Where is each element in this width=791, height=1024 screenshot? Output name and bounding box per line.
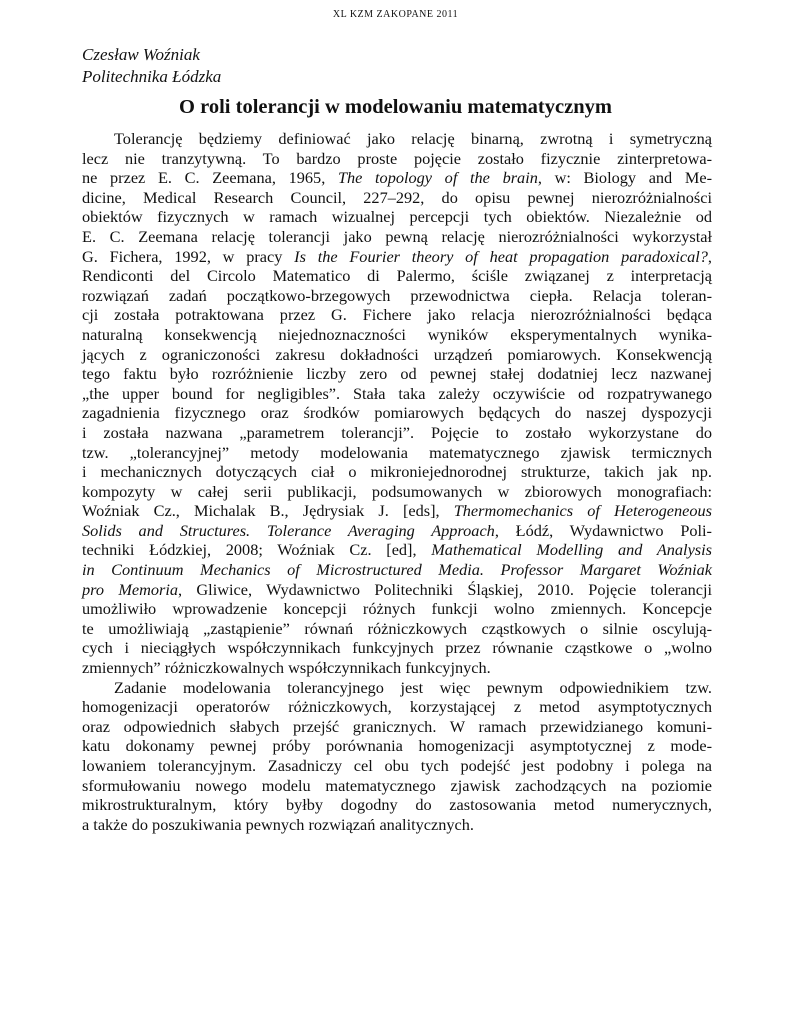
text-line: in Continuum Mechanics of Microstructured Media. Professor Margaret Woźniak <box>82 560 712 580</box>
text-line: te umożliwiają „zastąpienie” równań różniczkowych cząstkowych o silnie oscylują- <box>82 618 712 638</box>
text-line: Zadanie modelowania tolerancyjnego jest więc pewnym odpowiednikiem tzw. <box>114 677 712 697</box>
author-block <box>82 44 221 88</box>
text-line: a także do poszukiwania pewnych rozwiązań analitycznych. <box>82 814 474 834</box>
text-line: G. Fichera, 1992, w pracy Is the Fourier theory of heat propagation paradoxical?, <box>82 246 712 266</box>
text-line: techniki Łódzkiej, 2008; Woźniak Cz. [ed], Mathematical Modelling and Analysis <box>82 540 712 560</box>
text-line: lowaniem tolerancyjnym. Zasadniczy cel obu tych podejść jest podobny i polega na <box>82 756 712 775</box>
running-header: XL KZM ZAKOPANE 2011 <box>332 9 459 20</box>
paper-title: O roli tolerancji w modelowaniu matematycznym <box>179 96 612 118</box>
text-line: ne przez E. C. Zeemana, 1965, The topology of the brain, w: Biology and Me- <box>82 168 712 188</box>
author-affiliation: Politechnika Łódzka <box>82 67 222 86</box>
text-line: umożliwiło wprowadzenie koncepcji różnych funkcji wolno zmiennych. Koncepcje <box>82 599 712 619</box>
text-line: jących z ograniczoności zakresu dokładności urządzeń pomiarowych. Konsekwencją <box>82 344 712 364</box>
paragraph-1 <box>82 129 712 678</box>
text-line: dicine, Medical Research Council, 227–292, do opisu pewnej nierozróżnialności <box>82 187 712 207</box>
text-line: katu dokonamy pewnej próby porównania homogenizacji asymptotycznej z mode- <box>82 736 712 756</box>
text-line: E. C. Zeemana relację tolerancji jako pewną relację nierozróżnialności wykorzystał <box>82 226 712 246</box>
text-line: tzw. „tolerancyjnej” metody modelowania matematycznego zjawisk termicznych <box>82 442 712 462</box>
author-name: Czesław Woźniak <box>82 45 200 64</box>
text-line: tego faktu było rozróżnienie liczby zero od pewnej stałej dodatniej lecz nazwanej <box>82 364 712 384</box>
text-line: Tolerancję będziemy definiować jako relację binarną, zwrotną i symetryczną <box>114 129 712 148</box>
paragraph-2 <box>82 678 712 835</box>
text-line: Woźniak Cz., Michalak B., Jędrysiak J. [eds], Thermomechanics of Heterogeneous <box>82 501 712 521</box>
text-line: zmiennych” różniczkowalnych współczynnikach funkcyjnych. <box>82 658 491 678</box>
text-line: obiektów fizycznych w ramach wizualnej percepcji tych obiektów. Niezależnie od <box>82 207 712 227</box>
text-line: oraz odpowiednich słabych przejść granicznych. W ramach przewidzianego komuni- <box>82 716 712 736</box>
text-line: „the upper bound for negligibles”. Stała taka zależy oczywiście od rozpatrywanego <box>82 383 712 403</box>
abstract-body <box>82 129 712 834</box>
text-line: pro Memoria, Gliwice, Wydawnictwo Politechniki Śląskiej, 2010. Pojęcie tolerancji <box>82 579 712 599</box>
text-line: kompozyty w całej serii publikacji, podsumowanych w zbiorowych monografiach: <box>82 481 712 501</box>
text-line: lecz nie tranzytywną. To bardzo proste pojęcie zostało fizycznie zinterpretowa- <box>82 148 712 168</box>
text-line: cych i nieciągłych współczynnikach funkcyjnych przez równanie cząstkowe o „wolno <box>82 638 712 658</box>
text-line: i została nazwana „parametrem tolerancji”. Pojęcie to zostało wykorzystane do <box>82 422 712 442</box>
text-line: sformułowaniu nowego modelu matematycznego zjawisk zachodzących na poziomie <box>82 775 712 795</box>
text-line: homogenizacji operatorów różniczkowych, korzystającej z metod asymptotycznych <box>82 697 712 717</box>
text-line: Rendiconti del Circolo Matematico di Palermo, ściśle związanej z interpretacją <box>82 266 712 286</box>
text-line: i mechanicznych dotyczących ciał o mikroniejednorodnej strukturze, takich jak np. <box>82 462 712 482</box>
text-line: Solids and Structures. Tolerance Averaging Approach, Łódź, Wydawnictwo Poli- <box>82 520 712 540</box>
text-line: zagadnienia fizycznego oraz środków pomiarowych będących do naszej dyspozycji <box>82 403 712 423</box>
text-line: rozwiązań zadań początkowo-brzegowych przewodnictwa ciepła. Relacja toleran- <box>82 285 712 305</box>
text-line: mikrostrukturalnym, który byłby dogodny do zastosowania metod numerycznych, <box>82 795 712 815</box>
text-line: naturalną konsekwencją niejednoznaczności wyników eksperymentalnych wynika- <box>82 324 712 344</box>
text-line: cji została potraktowana przez G. Fichere jako relacja nierozróżnialności będąca <box>82 305 712 325</box>
